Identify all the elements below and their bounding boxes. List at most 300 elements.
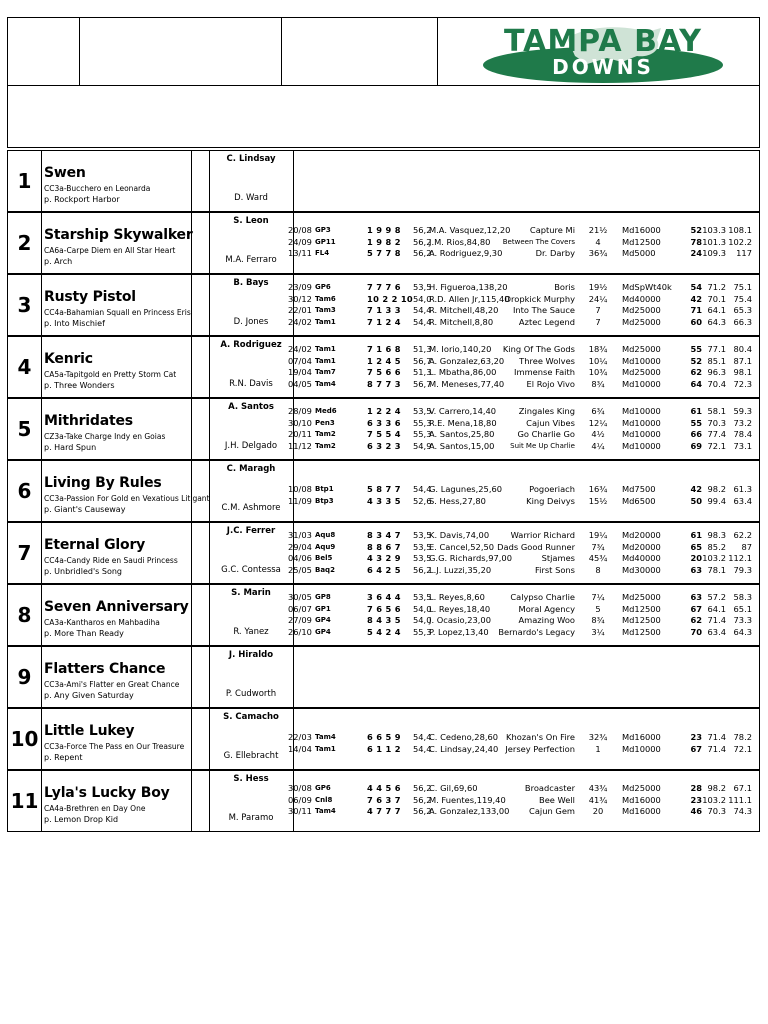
race-winner: Dads Good Runner [497, 541, 575, 552]
race-date: 04/06 [288, 553, 312, 563]
program-number: 6 [8, 461, 42, 521]
horse-name: Starship Skywalker [44, 227, 193, 243]
race-jockey-odds: M. Fuentes,119,40 [429, 794, 506, 805]
race-winner: King Deivys [526, 495, 575, 506]
race-track: Cnl8 [315, 795, 333, 804]
past-performance-row [288, 614, 752, 626]
jockey-name: B. Bays [233, 278, 269, 288]
race-track: Tam1 [315, 345, 336, 353]
race-weight: 56,2 [413, 794, 432, 805]
horse-name: Rusty Pistol [44, 289, 136, 305]
trainer-name: M. Paramo [228, 813, 274, 823]
race-weight: 55,3 [413, 417, 432, 428]
connections [209, 709, 294, 769]
horse-name: Living By Rules [44, 475, 162, 491]
race-margin: 8 [595, 564, 601, 575]
race-weight: 54,4 [413, 316, 432, 327]
past-performance-row [288, 782, 752, 794]
trainer-name: D. Ward [234, 193, 268, 203]
race-jockey-odds: R.D. Allen Jr,115,40 [429, 293, 510, 304]
race-class: Md10000 [622, 417, 661, 428]
race-fraction-1: 98.3 [707, 530, 726, 540]
horse-info [41, 275, 192, 335]
race-fraction-2: 64.3 [733, 626, 752, 637]
jockey-name: A. Rodriguez [220, 340, 282, 350]
race-class: Md12500 [622, 615, 661, 625]
race-class: Md6500 [622, 495, 656, 506]
race-jockey-odds: A. Santos,25,80 [429, 429, 495, 439]
race-speed-figure: 62 [690, 615, 702, 625]
race-weight: 54,4 [413, 484, 432, 494]
race-margin: 8¾ [591, 615, 605, 625]
race-fraction-1: 64.1 [707, 603, 726, 614]
race-track: GP4 [315, 616, 331, 624]
horse-info [41, 461, 210, 521]
blank-column [191, 647, 210, 707]
race-track: Tam7 [315, 368, 336, 376]
race-jockey-odds: A. Santos,15,00 [429, 440, 495, 451]
race-speed-figure: 78 [690, 236, 702, 247]
race-class: Md12500 [622, 626, 661, 637]
past-performance-row [288, 343, 752, 355]
program-number: 4 [8, 337, 42, 397]
race-fraction-1: 58.1 [707, 406, 726, 416]
jockey-name: A. Santos [228, 402, 274, 412]
horse-sire-line: p. Any Given Saturday [44, 691, 134, 700]
race-winner: Broadcaster [524, 783, 575, 793]
race-date: 11/12 [288, 440, 312, 451]
past-performance-row [288, 224, 752, 236]
race-positions: 1 9 8 2 [367, 236, 401, 247]
race-margin: 4½ [591, 429, 605, 439]
horse-info [41, 337, 192, 397]
race-margin: 8¾ [591, 378, 605, 389]
race-margin: 10¾ [588, 367, 608, 377]
race-fraction-2: 78.4 [733, 429, 752, 439]
race-class: Md16000 [622, 806, 661, 816]
race-margin: 7 [595, 316, 601, 327]
horse-pedigree: CZ3a-Take Charge Indy en Goias [44, 432, 166, 441]
race-positions: 8 4 3 5 [367, 615, 401, 625]
horse-pedigree: CC3a-Passion For Gold en Vexatious Litigant [44, 494, 210, 503]
race-jockey-odds: M. Iorio,140,20 [429, 344, 492, 354]
race-fraction-2: 66.3 [733, 316, 752, 327]
past-performance-row [288, 626, 752, 638]
horse-name: Flatters Chance [44, 661, 166, 677]
trainer-name: D. Jones [233, 317, 269, 327]
race-speed-figure: 20 [690, 553, 702, 563]
race-track: Tam6 [315, 294, 336, 303]
connections [209, 461, 294, 521]
race-winner: Calypso Charlie [510, 592, 575, 602]
race-weight: 53,5 [413, 530, 432, 540]
race-fraction-2: 65.3 [733, 305, 752, 315]
logo-text-bottom: DOWNS [552, 55, 654, 79]
race-track: GP6 [315, 283, 331, 291]
race-positions: 1 2 4 5 [367, 355, 401, 366]
race-date: 10/08 [288, 484, 312, 494]
race-fraction-1: 77.1 [707, 344, 726, 354]
race-class: Md40000 [622, 293, 661, 304]
race-class: Md10000 [622, 406, 661, 416]
race-weight: 56,7 [413, 355, 432, 366]
past-performance-row [288, 743, 752, 755]
race-class: Md25000 [622, 305, 661, 315]
blank-column [191, 275, 210, 335]
program-number: 8 [8, 585, 42, 645]
race-date: 22/03 [288, 732, 312, 742]
race-speed-figure: 42 [690, 484, 702, 494]
race-class: Md25000 [622, 592, 661, 602]
trainer-name: G.C. Contessa [221, 565, 281, 575]
race-class: Md25000 [622, 316, 661, 327]
race-fraction-2: 108.1 [728, 225, 752, 235]
horse-sire-line: p. Three Wonders [44, 381, 115, 390]
past-performance-row [288, 541, 752, 553]
race-speed-figure: 66 [690, 429, 702, 439]
race-weight: 55,3 [413, 429, 432, 439]
horse-info [41, 771, 192, 831]
race-track: Pen3 [315, 418, 335, 427]
race-positions: 7 6 3 7 [367, 794, 401, 805]
race-winner: Dr. Darby [535, 248, 575, 258]
horse-pedigree: CC3a-Bucchero en Leonarda [44, 184, 151, 193]
race-track: Tam4 [315, 379, 336, 388]
race-track: GP6 [315, 784, 331, 792]
race-track: Bel5 [315, 554, 333, 562]
race-weight: 56,2 [413, 225, 432, 235]
race-track: Aqu9 [315, 542, 336, 551]
race-winner: Dropkick Murphy [504, 293, 575, 304]
trainer-name: G. Ellebracht [223, 751, 279, 761]
race-margin: 15½ [588, 495, 608, 506]
blank-column [191, 337, 210, 397]
program-number: 11 [8, 771, 42, 831]
race-positions: 7 1 6 8 [367, 344, 401, 354]
race-winner: Three Wolves [519, 355, 575, 366]
past-performance-row [288, 483, 752, 495]
race-fraction-1: 98.2 [707, 783, 726, 793]
race-positions: 6 3 2 3 [367, 440, 401, 451]
race-fraction-2: 75.1 [733, 282, 752, 292]
program-number: 9 [8, 647, 42, 707]
connections [209, 399, 294, 459]
race-jockey-odds: A. Rodriguez,9,30 [429, 248, 503, 258]
race-winner: Moral Agency [518, 603, 575, 614]
race-winner: Between The Covers [502, 237, 575, 246]
race-class: Md20000 [622, 530, 661, 540]
race-fraction-1: 109.3 [702, 248, 726, 258]
jockey-name: C. Lindsay [226, 154, 276, 164]
race-fraction-2: 87 [741, 541, 752, 552]
race-jockey-odds: R.E. Mena,18,80 [429, 417, 497, 428]
race-weight: 52,6 [413, 495, 432, 506]
horse-name: Swen [44, 165, 86, 181]
past-performance-row [288, 552, 752, 564]
past-performance-row [288, 417, 752, 429]
race-jockey-odds: L. Mbatha,86,00 [429, 367, 497, 377]
race-fraction-1: 64.3 [707, 316, 726, 327]
race-weight: 56,2 [413, 806, 432, 816]
past-performance-row [288, 495, 752, 507]
race-weight: 53,5 [413, 541, 432, 552]
race-fraction-2: 73.3 [733, 615, 752, 625]
race-jockey-odds: K. Davis,74,00 [429, 530, 490, 540]
race-fraction-2: 73.2 [733, 417, 752, 428]
horse-sire-line: p. Unbridled's Song [44, 567, 123, 576]
horse-info [41, 151, 192, 211]
race-fraction-1: 72.1 [707, 440, 726, 451]
race-fraction-2: 112.1 [728, 553, 752, 563]
past-performance-row [288, 440, 752, 452]
connections [209, 275, 294, 335]
race-track: FL4 [315, 249, 330, 257]
race-track: Tam4 [315, 807, 336, 815]
race-positions: 6 3 3 6 [367, 417, 401, 428]
program-number: 7 [8, 523, 42, 583]
race-winner: Stjames [541, 553, 575, 563]
race-jockey-odds: C. Cedeno,28,60 [429, 732, 499, 742]
trainer-name: J.H. Delgado [224, 441, 278, 451]
race-margin: 12¼ [588, 417, 608, 428]
jockey-name: S. Leon [233, 216, 269, 226]
race-date: 30/05 [288, 592, 312, 602]
race-winner: Khozan's On Fire [506, 732, 575, 742]
race-winner: Cajun Vibes [526, 417, 575, 428]
race-jockey-odds: V. Carrero,14,40 [429, 406, 497, 416]
race-winner: Zingales King [518, 406, 575, 416]
race-jockey-odds: L. Reyes,8,60 [429, 592, 485, 602]
horse-pedigree: CA4a-Brethren en Day One [44, 804, 146, 813]
horse-info [41, 585, 192, 645]
race-winner: Cajun Gem [529, 806, 575, 816]
program-number: 10 [8, 709, 42, 769]
horse-pedigree: CA3a-Kantharos en Mahbadiha [44, 618, 160, 627]
race-date: 25/05 [288, 564, 312, 575]
trainer-name: M.A. Ferraro [225, 255, 277, 265]
race-weight: 53,5 [413, 282, 432, 292]
race-margin: 36¾ [588, 248, 608, 258]
header-info-box [7, 86, 760, 148]
jockey-name: S. Camacho [223, 712, 279, 722]
race-date: 11/09 [288, 495, 312, 506]
race-fraction-2: 102.2 [728, 236, 752, 247]
race-fraction-2: 72.3 [733, 378, 752, 389]
blank-column [191, 213, 210, 273]
race-date: 28/09 [288, 406, 312, 416]
connections [209, 647, 294, 707]
race-weight: 53,5 [413, 553, 432, 563]
race-fraction-2: 98.1 [733, 367, 752, 377]
past-performance-row [288, 805, 752, 817]
race-track: Tam3 [315, 306, 336, 314]
race-weight: 54,9 [413, 440, 432, 451]
race-class: Md30000 [622, 564, 661, 575]
race-date: 20/08 [288, 225, 312, 235]
program-header [7, 17, 760, 148]
race-weight: 53,5 [413, 592, 432, 602]
program-number: 2 [8, 213, 42, 273]
race-fraction-1: 57.2 [707, 592, 726, 602]
race-speed-figure: 63 [690, 592, 702, 602]
horse-sire-line: p. More Than Ready [44, 629, 124, 638]
race-class: Md40000 [622, 553, 661, 563]
race-date: 20/11 [288, 429, 312, 439]
race-winner: King Of The Gods [502, 344, 575, 354]
past-performance-row [288, 794, 752, 806]
race-date: 30/10 [288, 417, 312, 428]
race-jockey-odds: A. Gonzalez,63,20 [429, 355, 505, 366]
race-jockey-odds: C. Gil,69,60 [429, 783, 478, 793]
race-jockey-odds: P. Lopez,13,40 [429, 626, 489, 637]
race-positions: 8 8 6 7 [367, 541, 401, 552]
race-speed-figure: 71 [690, 305, 702, 315]
horse-sire-line: p. Hard Spun [44, 443, 97, 452]
race-class: Md12500 [622, 603, 661, 614]
race-winner: First Sons [534, 564, 575, 575]
race-jockey-odds: A. Gonzalez,133,00 [429, 806, 510, 816]
race-date: 06/09 [288, 794, 312, 805]
horse-name: Kenric [44, 351, 93, 367]
race-fraction-2: 58.3 [733, 592, 752, 602]
race-jockey-odds: M. Meneses,77,40 [429, 378, 505, 389]
race-fraction-2: 73.1 [733, 440, 752, 451]
race-date: 24/09 [288, 236, 312, 247]
race-class: Md16000 [622, 794, 661, 805]
race-class: Md10000 [622, 355, 661, 366]
horse-sire-line: p. Into Mischief [44, 319, 105, 328]
race-track: Tam1 [315, 317, 336, 326]
race-positions: 7 6 5 6 [367, 603, 401, 614]
trainer-name: P. Cudworth [225, 689, 277, 699]
race-jockey-odds: G.G. Richards,97,00 [429, 553, 512, 563]
horse-entry [7, 150, 760, 212]
horse-pedigree: CC3a-Ami's Flatter en Great Chance [44, 680, 180, 689]
race-date: 27/09 [288, 615, 312, 625]
race-margin: 21½ [588, 225, 608, 235]
race-margin: 5 [595, 603, 601, 614]
jockey-name: C. Maragh [226, 464, 276, 474]
race-track: GP11 [315, 237, 336, 246]
race-weight: 56,2 [413, 783, 432, 793]
race-speed-figure: 55 [690, 417, 702, 428]
trainer-name: C.M. Ashmore [221, 503, 281, 513]
race-winner: Bernardo's Legacy [498, 626, 575, 637]
race-fraction-1: 70.3 [707, 417, 726, 428]
race-track: Tam2 [315, 430, 336, 438]
race-winner: Into The Sauce [512, 305, 575, 315]
race-margin: 18¾ [588, 344, 608, 354]
race-positions: 3 6 4 4 [367, 592, 401, 602]
race-margin: 3¼ [591, 626, 605, 637]
connections [209, 337, 294, 397]
race-jockey-odds: R. Mitchell,48,20 [429, 305, 499, 315]
horse-name: Eternal Glory [44, 537, 146, 553]
race-fraction-2: 75.4 [733, 293, 752, 304]
race-margin: 41¾ [588, 794, 608, 805]
trainer-name: R. Yanez [233, 627, 269, 637]
header-divider [79, 17, 80, 86]
race-fraction-2: 80.4 [733, 344, 752, 354]
race-fraction-1: 85.1 [707, 355, 726, 366]
race-margin: 4¼ [591, 440, 605, 451]
race-winner: Go Charlie Go [517, 429, 575, 439]
race-winner: Pogoeriach [529, 484, 575, 494]
race-positions: 1 9 9 8 [367, 225, 401, 235]
race-fraction-2: 74.3 [733, 806, 752, 816]
race-winner: Suit Me Up Charlie [510, 441, 575, 450]
race-track: Tam1 [315, 744, 336, 753]
horse-info [41, 709, 192, 769]
race-class: Md16000 [622, 732, 661, 742]
logo-text-top: TAMPA BAY [503, 24, 703, 59]
horse-name: Mithridates [44, 413, 133, 429]
race-track: Btp1 [315, 485, 334, 493]
race-margin: 19½ [588, 282, 608, 292]
past-performance-row [288, 564, 752, 576]
race-class: Md20000 [622, 541, 661, 552]
race-margin: 7¼ [591, 592, 605, 602]
connections [209, 523, 294, 583]
race-speed-figure: 67 [690, 603, 702, 614]
race-track: GP3 [315, 226, 331, 234]
connections [209, 213, 294, 273]
horse-sire-line: p. Rockport Harbor [44, 195, 120, 204]
past-performance-row [288, 316, 752, 328]
race-jockey-odds: G. Lagunes,25,60 [429, 484, 503, 494]
race-class: Md10000 [622, 743, 661, 754]
race-positions: 5 8 7 7 [367, 484, 401, 494]
header-divider [281, 17, 282, 86]
race-fraction-1: 64.1 [707, 305, 726, 315]
past-performance-row [288, 529, 752, 541]
race-positions: 7 1 2 4 [367, 316, 401, 327]
blank-column [191, 461, 210, 521]
race-fraction-2: 117 [736, 248, 752, 258]
race-positions: 4 3 3 5 [367, 495, 401, 506]
race-class: Md10000 [622, 440, 661, 451]
past-performance-row [288, 236, 752, 248]
race-weight: 56,2 [413, 236, 432, 247]
race-margin: 24¼ [588, 293, 608, 304]
race-jockey-odds: R. Mitchell,8,80 [429, 316, 494, 327]
race-positions: 8 3 4 7 [367, 530, 401, 540]
horse-sire-line: p. Repent [44, 753, 83, 762]
past-performance-row [288, 281, 752, 293]
race-fraction-1: 103.2 [702, 553, 726, 563]
past-performance-row [288, 293, 752, 305]
race-winner: El Rojo Vivo [526, 378, 575, 389]
race-speed-figure: 61 [690, 406, 702, 416]
race-positions: 7 5 6 6 [367, 367, 401, 377]
horse-info [41, 213, 192, 273]
race-class: Md25000 [622, 783, 661, 793]
race-speed-figure: 23 [690, 732, 702, 742]
blank-column [191, 523, 210, 583]
past-performance-row [288, 366, 752, 378]
race-positions: 4 3 2 9 [367, 553, 401, 563]
race-positions: 4 7 7 7 [367, 806, 401, 816]
race-class: Md5000 [622, 248, 656, 258]
race-speed-figure: 70 [690, 626, 702, 637]
race-track: Aqu8 [315, 531, 336, 539]
race-weight: 56,2 [413, 248, 432, 258]
race-fraction-2: 67.1 [733, 783, 752, 793]
race-weight: 51,3 [413, 344, 432, 354]
race-jockey-odds: E. Cancel,52,50 [429, 541, 495, 552]
past-performance-row [288, 378, 752, 390]
race-fraction-2: 62.2 [733, 530, 752, 540]
